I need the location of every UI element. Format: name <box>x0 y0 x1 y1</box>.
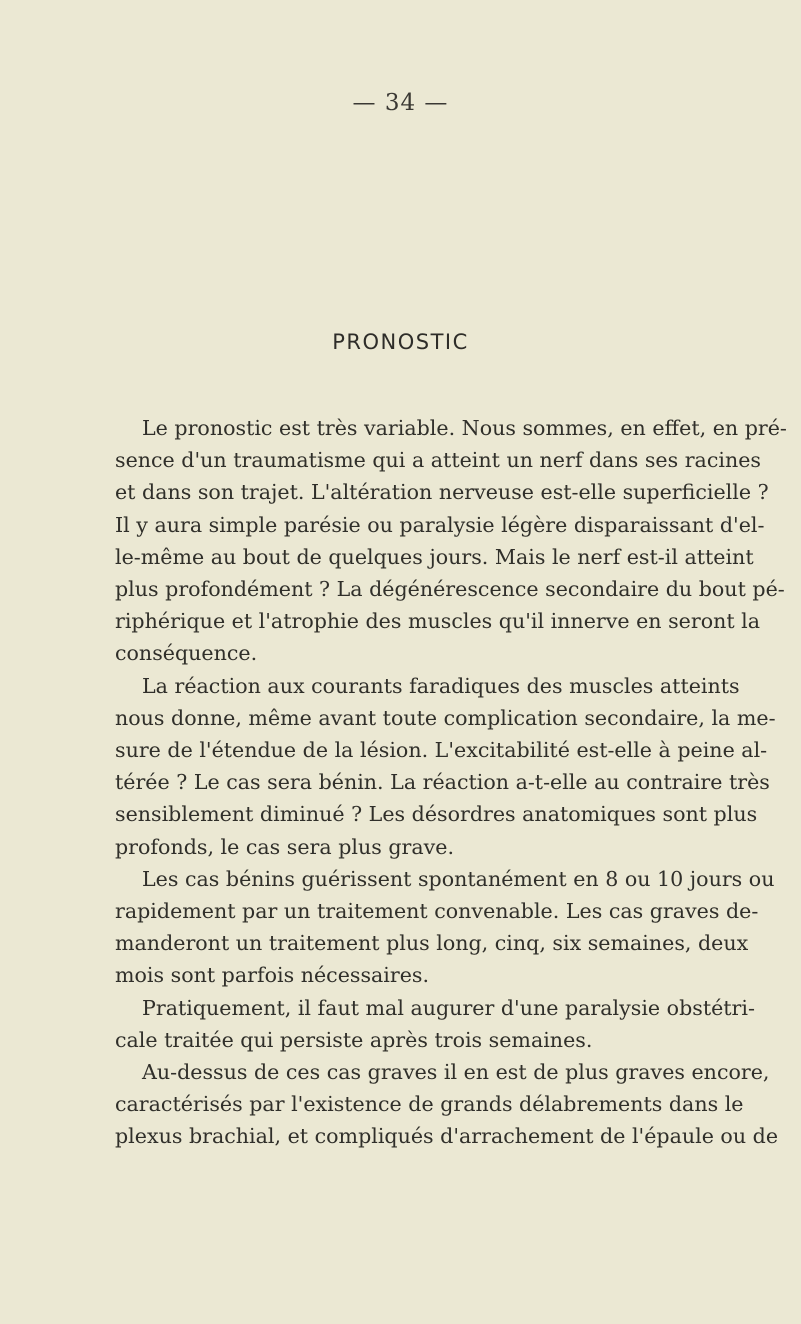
text-line: profonds, le cas sera plus grave. <box>115 834 455 859</box>
text-line: Pratiquement, il faut mal augurer d'une paralysie obstétri- <box>142 995 755 1020</box>
text-line: Les cas bénins guérissent spontanément en 8 ou 10 jours ou <box>142 866 775 891</box>
text-line: et dans son trajet. L'altération nerveuse est-elle superficielle ? <box>115 480 769 505</box>
text-line: caractérisés par l'existence de grands délabrements dans le <box>115 1092 744 1117</box>
text-line: Au-dessus de ces cas graves il en est de plus graves encore, <box>142 1060 770 1085</box>
text-line: nous donne, même avant toute complication secondaire, la me- <box>115 705 776 730</box>
text-line: plus profondément ? La dégénérescence secondaire du bout pé- <box>115 577 785 602</box>
text-line: La réaction aux courants faradiques des muscles atteints <box>142 673 740 698</box>
text-line: sure de l'étendue de la lésion. L'excitabilité est-elle à peine al- <box>115 738 768 763</box>
text-line: sensiblement diminué ? Les désordres anatomiques sont plus <box>115 802 758 827</box>
text-line: Il y aura simple parésie ou paralysie légère disparaissant d'el- <box>115 512 765 537</box>
text-line: le-même au bout de quelques jours. Mais le nerf est-il atteint <box>115 544 754 569</box>
text-line: mois sont parfois nécessaires. <box>115 963 430 988</box>
text-line: térée ? Le cas sera bénin. La réaction a-t-elle au contraire très <box>115 770 770 795</box>
text-line: sence d'un traumatisme qui a atteint un nerf dans ses racines <box>115 448 761 473</box>
text-line: cale traitée qui persiste après trois semaines. <box>115 1027 593 1052</box>
section-title: PRONOSTIC <box>332 330 469 354</box>
text-line: conséquence. <box>115 641 258 666</box>
text-line: rapidement par un traitement convenable. Les cas graves de- <box>115 899 759 924</box>
text-line: Le pronostic est très variable. Nous sommes, en effet, en pré- <box>142 416 787 440</box>
page-number: — 34 — <box>352 90 449 116</box>
body-text <box>115 412 787 1153</box>
text-line: plexus brachial, et compliqués d'arrachement de l'épaule ou de <box>115 1124 779 1149</box>
text-line: riphérique et l'atrophie des muscles qu'il innerve en seront la <box>115 609 761 634</box>
text-line: manderont un traitement plus long, cinq, six semaines, deux <box>115 931 749 956</box>
